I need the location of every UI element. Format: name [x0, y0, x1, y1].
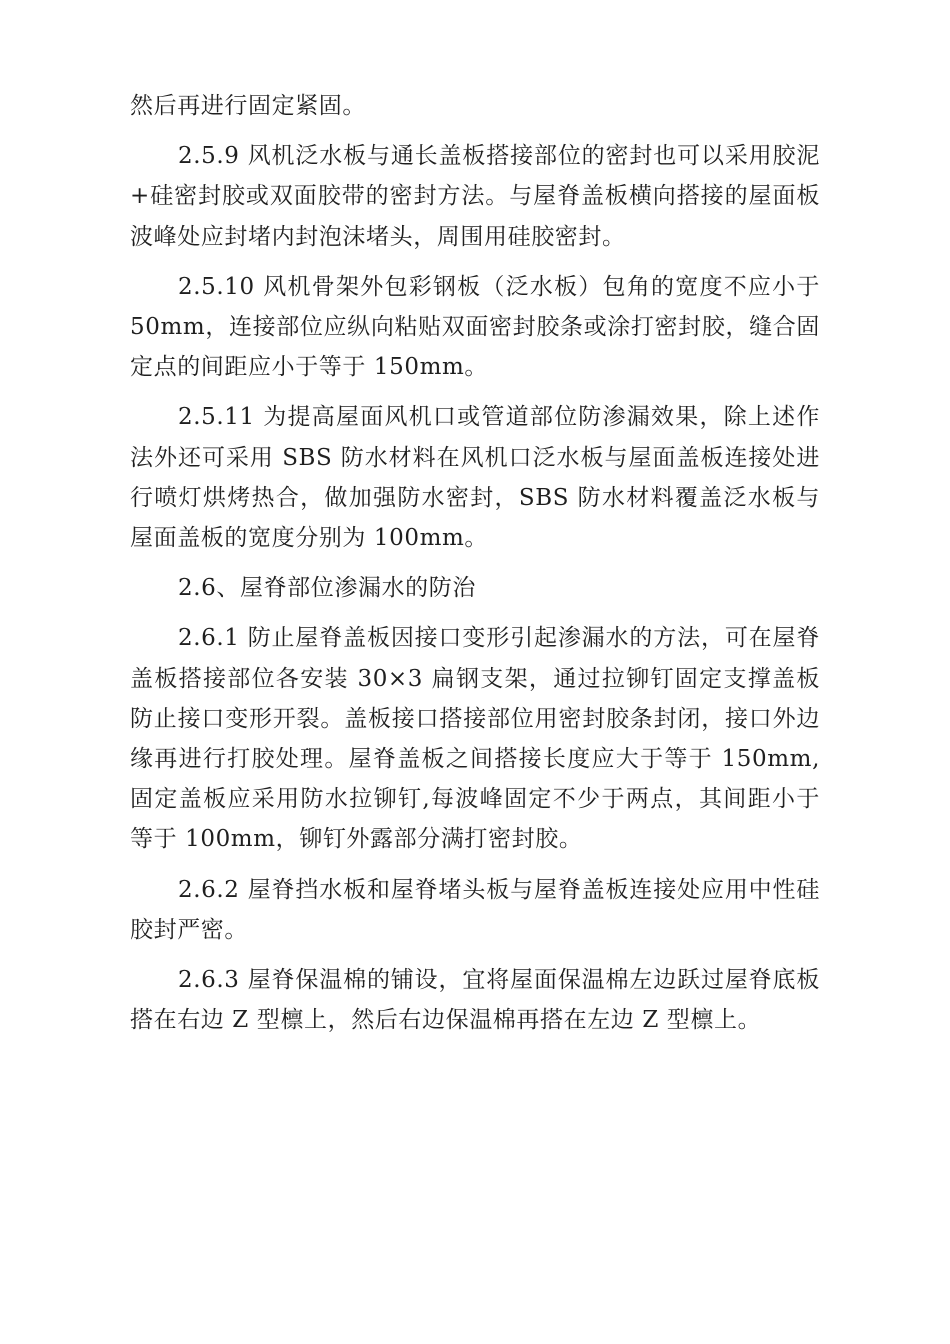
section-heading-2-6: 2.6、屋脊部位渗漏水的防治 [178, 575, 476, 602]
paragraph-2-6-3: 2.6.3 屋脊保温棉的铺设，宜将屋面保温棉左边跃过屋脊底板搭在右边 Z 型檩上，然后右边保温棉再搭在左边 Z 型檩上。 [130, 967, 820, 1034]
document-body [130, 86, 820, 1040]
paragraph-continuation: 然后再进行固定紧固。 [130, 93, 366, 119]
paragraph-2-5-10: 2.5.10 风机骨架外包彩钢板（泛水板）包角的宽度不应小于 50mm，连接部位应纵向粘贴双面密封胶条或涂打密封胶，缝合固定点的间距应小于等于 150mm。 [130, 273, 820, 381]
paragraph-2-5-11: 2.5.11 为提高屋面风机口或管道部位防渗漏效果，除上述作法外还可采用 SBS 防水材料在风机口泛水板与屋面盖板连接处进行喷灯烘烤热合，做加强防水密封，SBS 防水材料覆盖泛水板与屋面盖板的宽度分别为 100mm。 [130, 404, 820, 552]
paragraph-2-6-2: 2.6.2 屋脊挡水板和屋脊堵头板与屋脊盖板连接处应用中性硅胶封严密。 [130, 876, 820, 943]
paragraph-2-6-1: 2.6.1 防止屋脊盖板因接口变形引起渗漏水的方法，可在屋脊盖板搭接部位各安装 30×3 扁钢支架，通过拉铆钉固定支撑盖板防止接口变形开裂。盖板接口搭接部位用密封胶条封闭，接口外边缘再进行打胶处理。屋脊盖板之间搭接长度应大于等于 150mm,固定盖板应采用防水拉铆钉,每波峰固定不少于两点，其间距小于等于 100mm，铆钉外露部分满打密封胶。 [130, 625, 820, 853]
paragraph-2-5-9: 2.5.9 风机泛水板与通长盖板搭接部位的密封也可以采用胶泥+硅密封胶或双面胶带的密封方法。与屋脊盖板横向搭接的屋面板波峰处应封堵内封泡沫堵头，周围用硅胶密封。 [130, 143, 820, 250]
